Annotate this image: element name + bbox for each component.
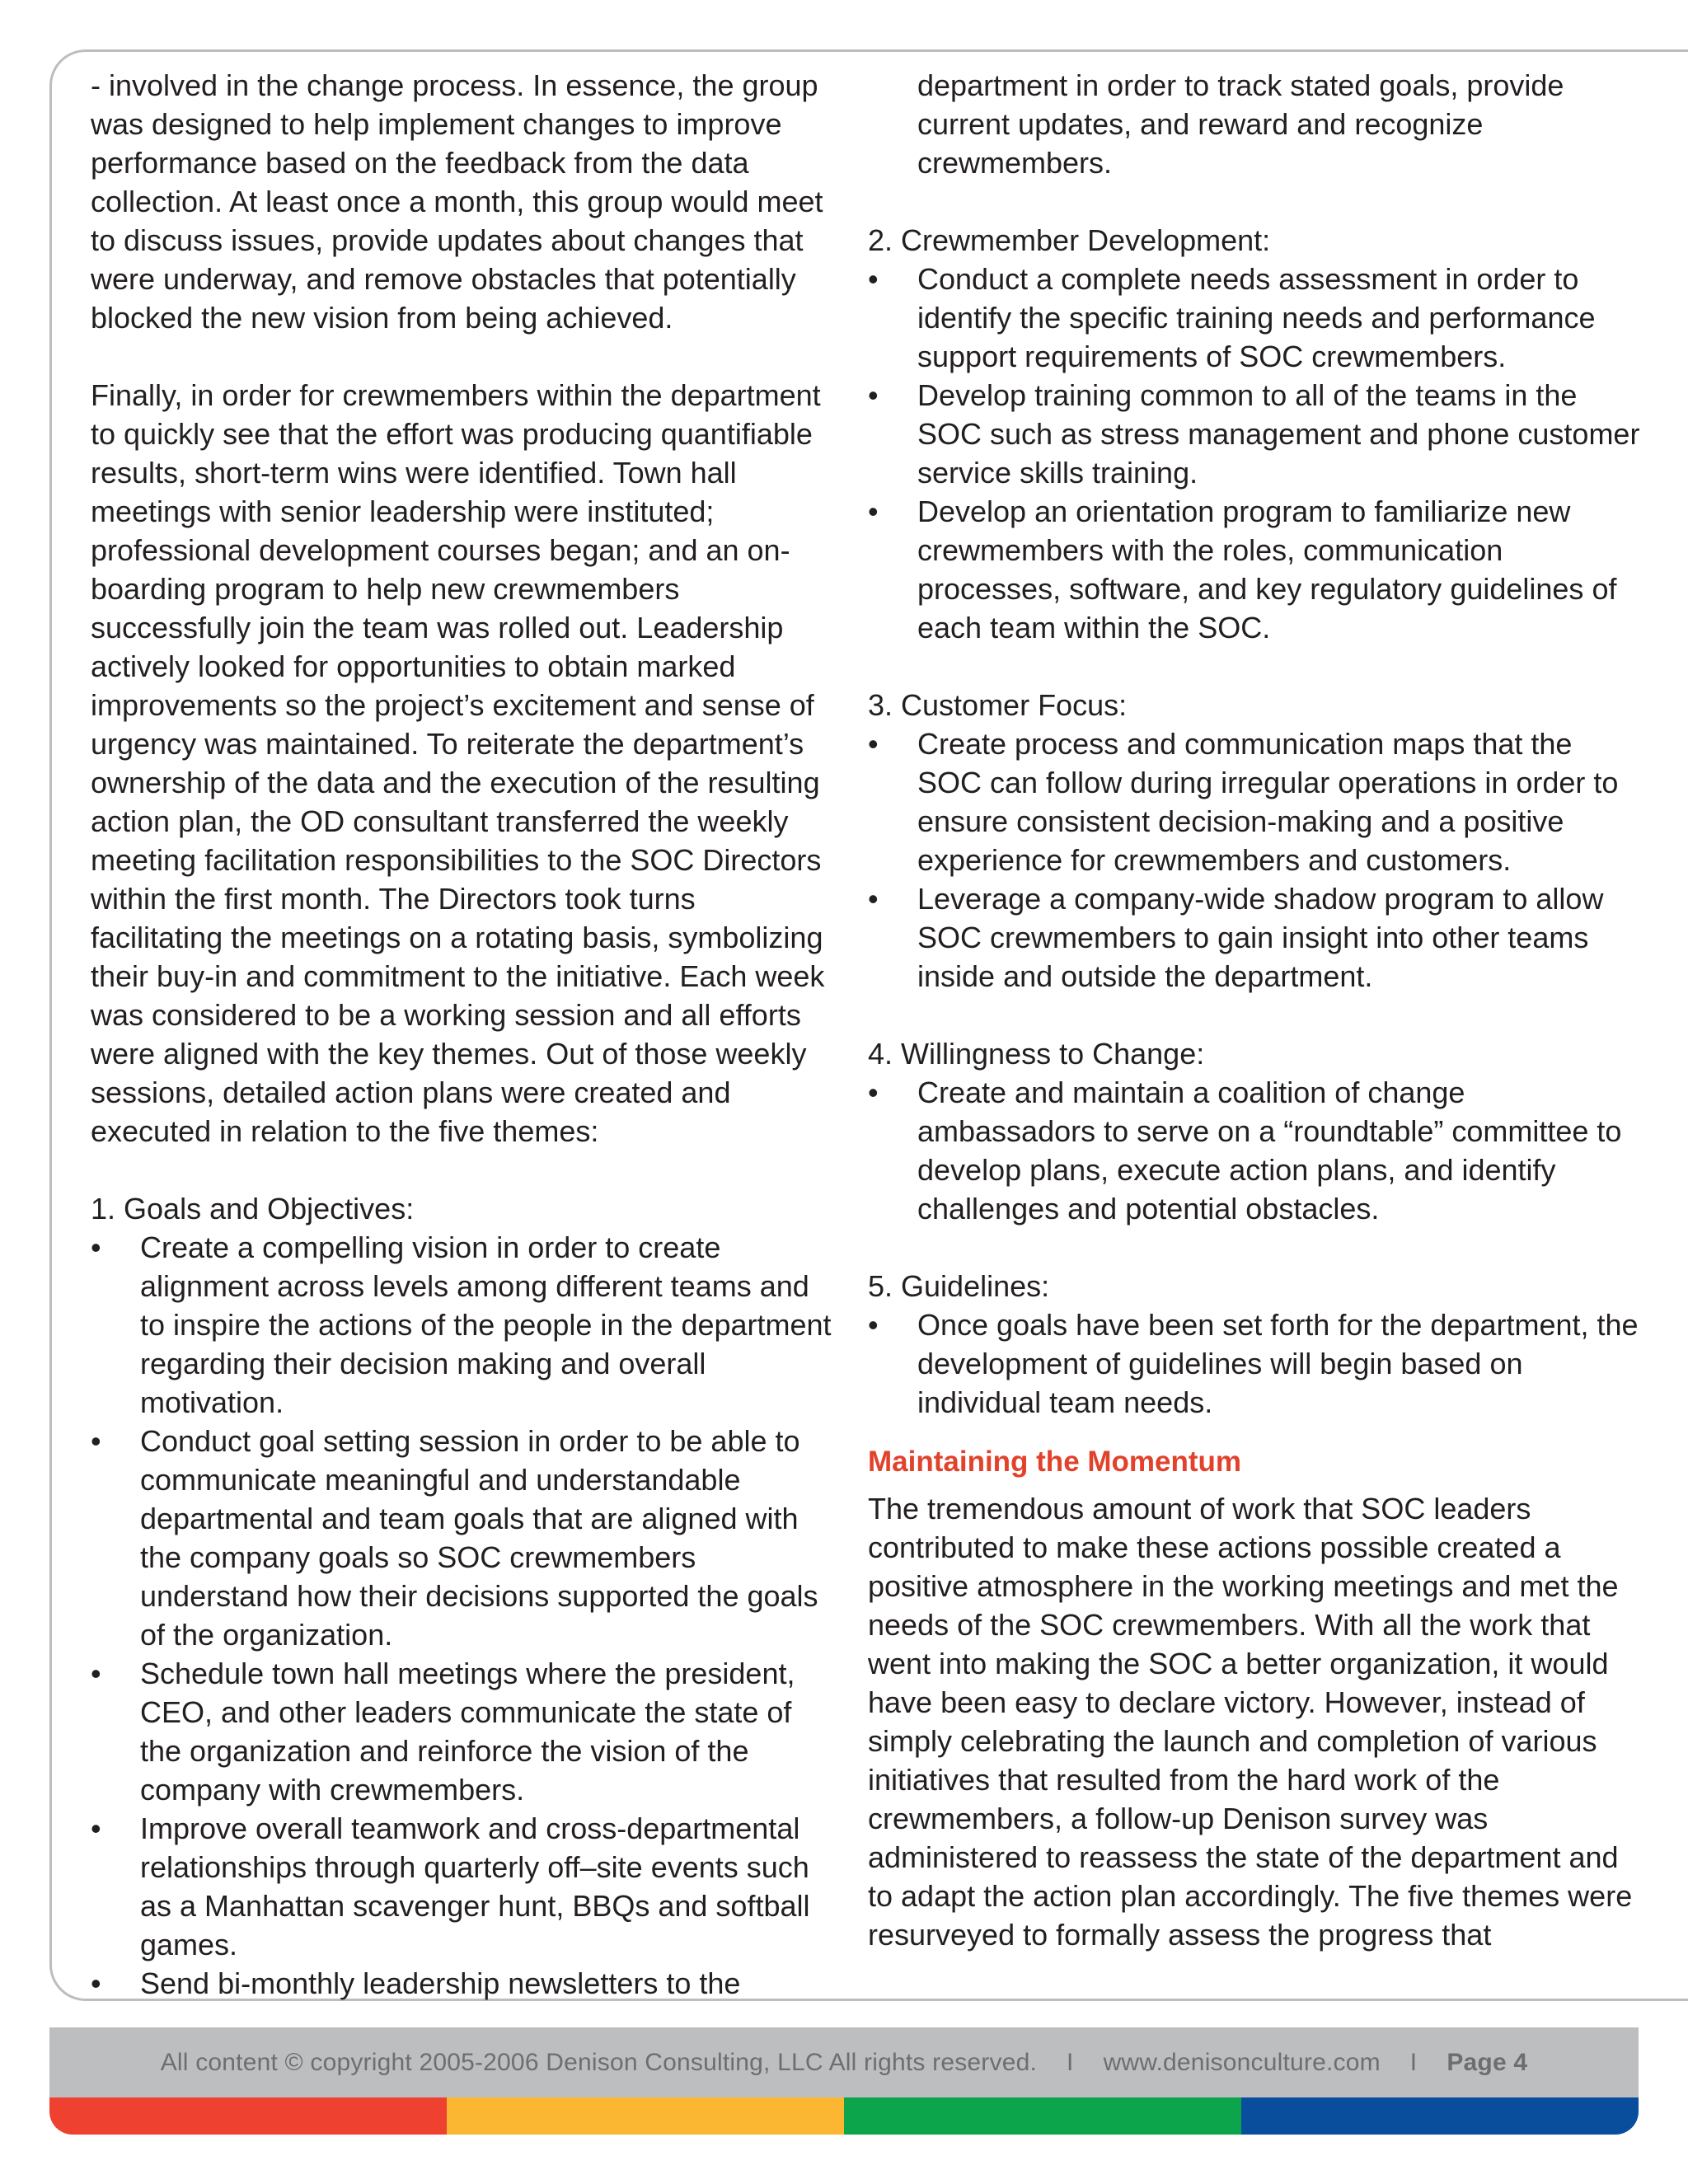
bullet-icon: • [868,727,879,761]
list-item: • Create a compelling vision in order to create alignment across levels among different teams and to inspire the actions of the people in the department regarding their decision making and overall motivation. [91,1228,832,1422]
list-item: • Leverage a company-wide shadow program to allow SOC crewmembers to gain insight into other teams inside and outside the department. [868,879,1643,996]
theme-heading-goals: 1. Goals and Objectives: [91,1192,415,1226]
footer-separator: I [1409,2048,1418,2076]
bullet-icon: • [91,1811,101,1845]
list-item: • Create and maintain a coalition of change ambassadors to serve on a “roundtable” committee to develop plans, execute action plans, and identify challenges and potential obstacles. [868,1073,1643,1228]
theme-heading-development: 2. Crewmember Development: [868,223,1271,257]
list-item: • Once goals have been set forth for the department, the development of guidelines will begin based on individual team needs. [868,1305,1643,1422]
momentum-paragraph: The tremendous amount of work that SOC leaders contributed to make these actions possible created a positive atmosphere in the working meetings and met the needs of the SOC crewmembers. With all the work that went into making the SOC a better organization, it would have been easy to declare victory. However, instead of simply celebrating the launch and completion of various initiatives that resulted from the hard work of the crewmembers, a follow-up Denison survey was administered to reassess the state of the department and to adapt the action plan accordingly. The five themes were resurveyed to formally assess the progress that [868,1492,1633,1952]
stripe-segment-blue [1241,2097,1639,2135]
color-stripe [49,2097,1639,2135]
list-item: • Send bi-monthly leadership newsletters to the [91,1964,832,2003]
footer-text [49,2027,1639,2097]
bullet-icon: • [91,1424,101,1458]
footer-bar [49,2027,1639,2097]
intro-paragraph: - involved in the change process. In essence, the group was designed to help implement changes to improve performance based on the feedback from the data collection. At least once a month, this group would meet to discuss issues, provide updates about changes that were underway, and remove obstacles that potentially blocked the new vision from being achieved. [91,68,823,335]
bullet-icon: • [868,1076,879,1109]
bullet-icon: • [868,378,879,412]
continued-bullet-text: department in order to track stated goals, provide current updates, and reward and recognize crewmembers. [917,68,1564,180]
stripe-segment-red [49,2097,447,2135]
list-item: • Create process and communication maps that the SOC can follow during irregular operations in order to ensure consistent decision-making and a positive experience for crewmembers and customers. [868,724,1643,879]
bullet-icon: • [91,1966,101,2000]
bullet-icon: • [868,882,879,916]
theme-list-customer-focus [868,724,1643,996]
stripe-segment-green [844,2097,1241,2135]
theme-heading-guidelines: 5. Guidelines: [868,1269,1050,1303]
bullet-icon: • [868,494,879,528]
stripe-segment-yellow [447,2097,844,2135]
theme-list-development [868,260,1643,647]
copyright-text: All content © copyright 2005-2006 Denison Consulting, LLC All rights reserved. [160,2048,1038,2076]
theme-list-willingness [868,1073,1643,1228]
theme-list-goals [91,1228,832,2003]
section-title: Maintaining the Momentum [868,1446,1242,1478]
bullet-icon: • [868,1308,879,1342]
footer-separator: I [1067,2048,1074,2076]
list-item: • Develop training common to all of the teams in the SOC such as stress management and phone customer service skills training. [868,376,1643,492]
list-item: • Develop an orientation program to familiarize new crewmembers with the roles, communication processes, software, and key regulatory guidelines of each team within the SOC. [868,492,1643,647]
short-term-wins-paragraph: Finally, in order for crewmembers within the department to quickly see that the effort was producing quantifiable results, short-term wins were identified. Town hall meetings with senior leadership were instituted; professional development courses began; and an on-boarding program to help new crewmembers successfully join the team was rolled out. Leadership actively looked for opportunities to obtain marked improvements so the project’s excitement and sense of urgency was maintained. To reiterate the department’s ownership of the data and the execution of the resulting action plan, the OD consultant transferred the weekly meeting facilitation responsibilities to the SOC Directors within the first month. The Directors took turns facilitating the meetings on a rotating basis, symbolizing their buy-in and commitment to the initiative. Each week was considered to be a working session and all efforts were aligned with the key themes. Out of those weekly sessions, detailed action plans were created and executed in relation to the five themes: [91,378,825,1148]
list-item: • Conduct a complete needs assessment in order to identify the specific training needs and performance support requirements of SOC crewmembers. [868,260,1643,376]
list-item: • Improve overall teamwork and cross-departmental relationships through quarterly off–site events such as a Manhattan scavenger hunt, BBQs and softball games. [91,1809,832,1964]
bullet-icon: • [91,1657,101,1690]
list-item: • Schedule town hall meetings where the president, CEO, and other leaders communicate the state of the organization and reinforce the vision of the company with crewmembers. [91,1654,832,1809]
theme-heading-willingness: 4. Willingness to Change: [868,1037,1205,1071]
page-number: Page 4 [1447,2048,1528,2076]
list-item: • Conduct goal setting session in order to be able to communicate meaningful and understandable departmental and team goals that are aligned with the company goals so SOC crewmembers understand how their decisions supported the goals of the organization. [91,1422,832,1654]
bullet-icon: • [91,1230,101,1264]
left-column [91,66,832,2003]
right-column [868,66,1643,1954]
theme-list-guidelines [868,1305,1643,1422]
bullet-icon: • [868,262,879,296]
theme-heading-customer-focus: 3. Customer Focus: [868,688,1128,722]
website-link[interactable]: www.denisonculture.com [1103,2048,1381,2076]
